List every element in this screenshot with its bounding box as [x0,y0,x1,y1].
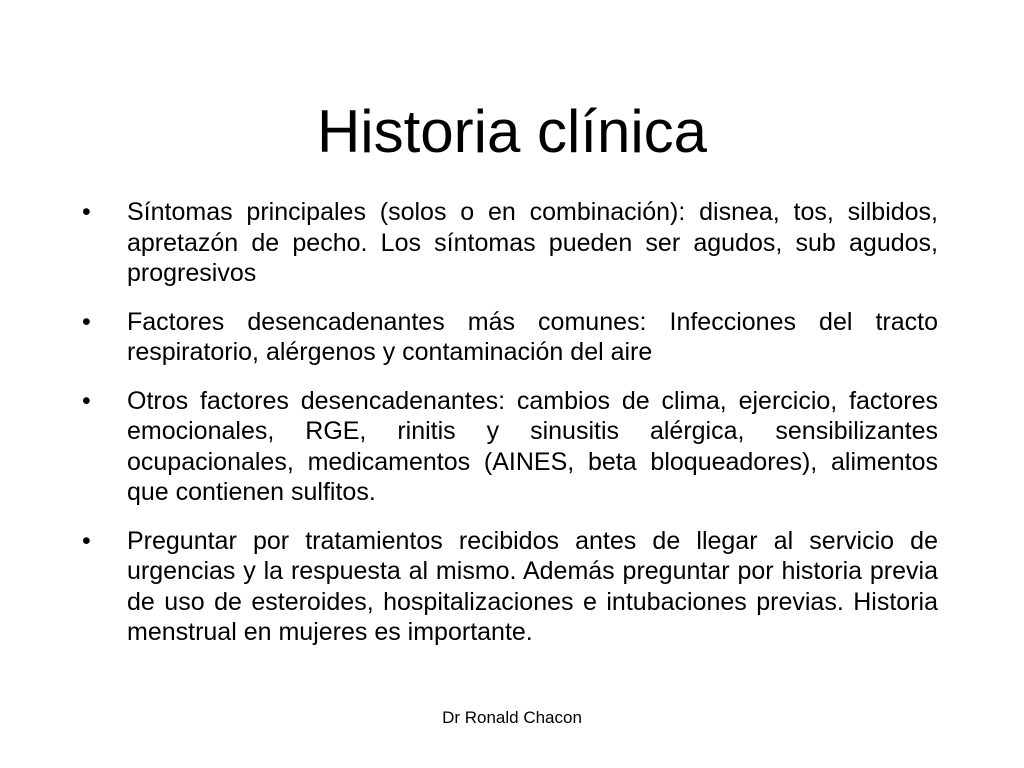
bullet-item-triggers [82,307,938,368]
bullet-text: Factores desencadenantes más comunes: Infecciones del tracto respiratorio, alérgenos y contaminación del aire [127,307,938,366]
bullet-item-symptoms [82,197,938,289]
bullet-item-treatments [82,526,938,648]
bullet-item-other-triggers [82,386,938,508]
bullet-icon: • [82,198,91,226]
slide-footer-author: Dr Ronald Chacon [442,708,582,727]
slide-title: Historia clínica [316,98,708,165]
bullet-list [82,197,938,666]
bullet-icon: • [82,386,91,415]
bullet-icon: • [82,526,91,555]
bullet-text: Síntomas principales (solos o en combinación): disnea, tos, silbidos, apretazón de pecho. Los síntomas pueden ser agudos, sub agudos, progresivos [127,198,938,287]
bullet-text: Otros factores desencadenantes: cambios de clima, ejercicio, factores emocionales, RGE, rinitis y sinusitis alérgica, sensibilizantes ocupacionales, medicamentos (AINES, beta bloqueadores), alimentos que contienen sulfitos. [127,386,938,506]
bullet-icon: • [82,307,91,336]
bullet-text: Preguntar por tratamientos recibidos antes de llegar al servicio de urgencias y la respuesta al mismo. Además preguntar por historia previa de uso de esteroides, hospitalizaciones e intubaciones previas. Historia menstrual en mujeres es importante. [127,526,938,646]
